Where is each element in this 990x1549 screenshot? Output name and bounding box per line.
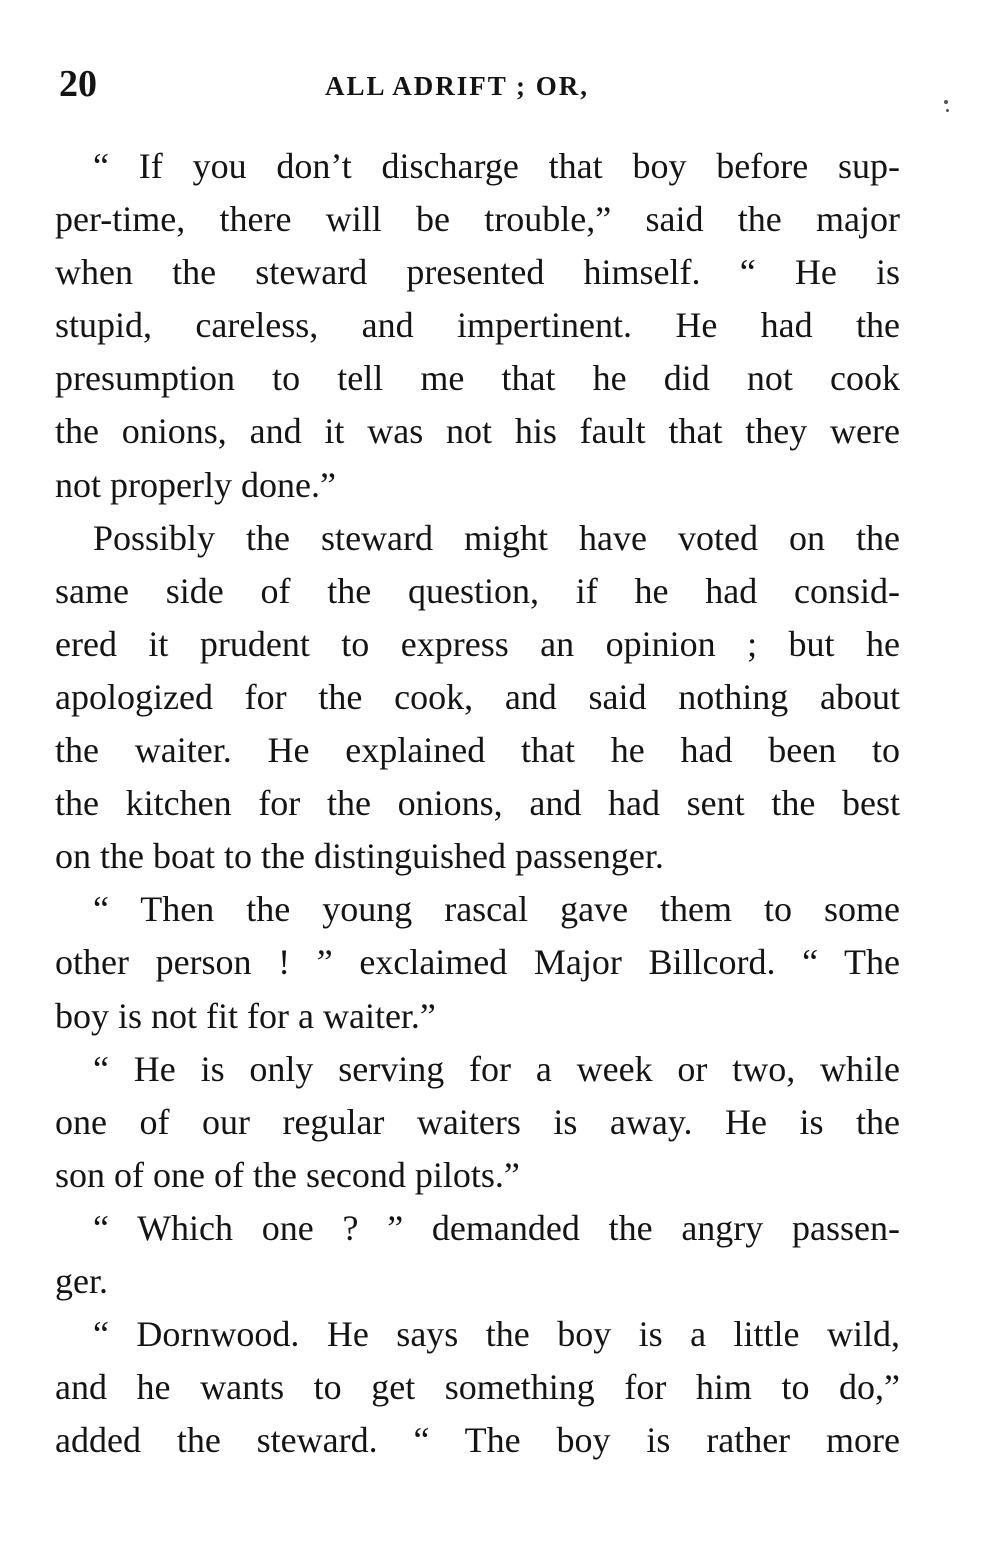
text-line: when the steward presented himself. “ He is — [55, 252, 900, 293]
text-line: added the steward. “ The boy is rather more — [55, 1420, 900, 1461]
text-line: per-time, there will be trouble,” said the major — [55, 199, 900, 240]
text-line: the kitchen for the onions, and had sent the best — [55, 783, 900, 824]
text-line: one of our regular waiters is away. He is the — [55, 1101, 900, 1142]
text-line: presumption to tell me that he did not cook — [55, 358, 900, 399]
text-line: on the boat to the distinguished passenger. — [55, 836, 664, 877]
text-line: “ If you don’t discharge that boy before sup- — [93, 146, 900, 186]
ink-speck — [946, 109, 949, 112]
running-head — [55, 62, 900, 106]
text-line: and he wants to get something for him to do,” — [55, 1367, 900, 1408]
text-line: “ Which one ? ” demanded the angry passen- — [93, 1207, 900, 1248]
text-line: other person ! ” exclaimed Major Billcord. “ The — [55, 942, 900, 983]
text-line: ger. — [55, 1260, 108, 1301]
text-line: the onions, and it was not his fault that they were — [55, 411, 900, 452]
text-line: not properly done.” — [55, 464, 336, 505]
running-title: ALL ADRIFT ; OR, — [325, 71, 590, 101]
text-line: “ Dornwood. He says the boy is a little wild, — [93, 1314, 900, 1355]
text-line: apologized for the cook, and said nothing about — [55, 676, 900, 717]
text-line: boy is not fit for a waiter.” — [55, 995, 436, 1036]
text-line: Possibly the steward might have voted on the — [93, 517, 900, 558]
body-text — [55, 140, 900, 1467]
text-line: ered it prudent to express an opinion ; but he — [55, 623, 900, 664]
text-line: son of one of the second pilots.” — [55, 1154, 520, 1195]
text-line: same side of the question, if he had consid- — [55, 570, 900, 611]
page-number: 20 — [59, 63, 97, 105]
text-line: “ Then the young rascal gave them to some — [93, 889, 900, 930]
text-line: the waiter. He explained that he had been to — [55, 730, 900, 771]
text-line: stupid, careless, and impertinent. He had the — [55, 305, 900, 346]
ink-speck — [944, 100, 948, 104]
text-line: “ He is only serving for a week or two, while — [93, 1048, 900, 1089]
